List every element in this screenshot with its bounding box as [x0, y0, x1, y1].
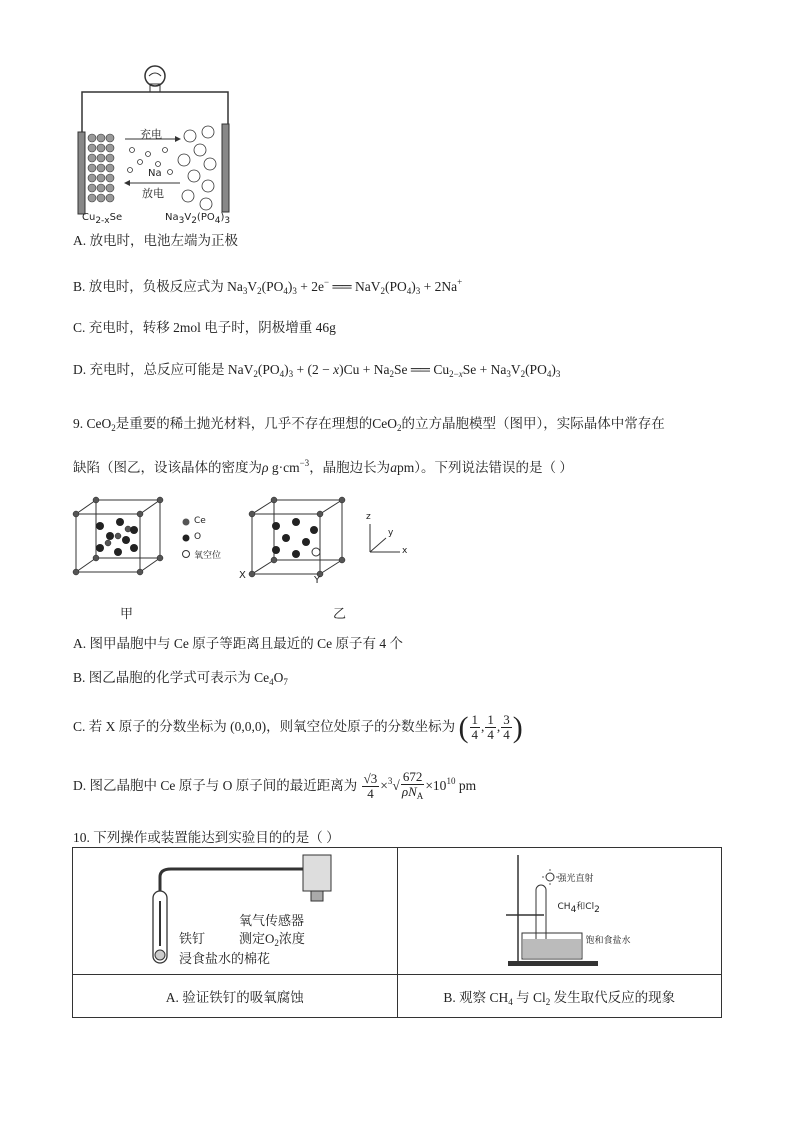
experiment-a-caption: A. 验证铁钉的吸氧腐蚀	[73, 975, 398, 1018]
experiment-a-figure	[73, 848, 398, 975]
label-o2-sensor: 氧气传感器	[239, 913, 305, 928]
label-ch4-cl2: $CH_4$和$Cl_2$	[557, 902, 600, 915]
legend-o: O	[194, 532, 202, 542]
q8-option-a: A. 放电时，电池左端为正极	[73, 233, 238, 248]
label-measure-o2: 测定$O_2$浓度	[239, 931, 305, 948]
charge-label: 充电	[140, 128, 162, 141]
label-brine: 饱和食盐水	[585, 936, 631, 946]
axis-y-label: y	[388, 528, 394, 538]
discharge-label: 放电	[142, 187, 164, 200]
q9-option-d: D. 图乙晶胞中 Ce 原子与 O 原子间的最近距离为 $\frac{√3}{4}$ ×$^3$√ $\frac{672}{\rho N_A}$ $\times 10^{10}$ pm	[73, 769, 477, 802]
q8-option-c: C. 充电时，转移 2mol 电子时，阴极增重 46g	[73, 320, 336, 335]
q9-stem-line2: 缺陷（图乙，设该晶体的密度为ρ $g\cdot cm^{-3}$，晶胞边长为apm）。下列说法错误的是（ ）	[73, 458, 573, 475]
label-cotton: 浸食盐水的棉花	[179, 951, 271, 966]
experiment-table	[72, 847, 722, 1018]
label-strong-light: 强光直射	[557, 874, 594, 884]
label-yi: 乙	[333, 606, 347, 621]
q9-option-b: B. 图乙晶胞的化学式可表示为 $Ce_4O_7$	[73, 670, 288, 687]
label-x-atom: X	[239, 570, 246, 581]
experiment-b-figure	[397, 848, 722, 975]
q8-option-d: D. 充电时，总反应可能是 $NaV_2(PO_4)_3 + (2 - x)Cu + Na_2Se$ ══ $Cu_{2-x}Se + Na_3V_2(PO_4)_3$	[73, 362, 561, 379]
q9-stem-line1: 9. CeO$_2$是重要的稀土抛光材料，几乎不存在理想的CeO$_2$的立方晶胞模型（图甲），实际晶体中常存在	[73, 416, 665, 433]
q9-option-a: A. 图甲晶胞中与 Ce 原子等距离且最近的 Ce 原子有 4 个	[73, 636, 403, 651]
legend-ce: Ce	[194, 516, 206, 526]
left-electrode-label: $Cu_{2-x}Se$	[82, 212, 123, 226]
q9-option-c: C. 若 X 原子的分数坐标为 (0,0,0)，则氧空位处原子的分数坐标为 ( $\frac{1}{4}$ , $\frac{1}{4}$ , $\frac{3}{4}$ )	[73, 710, 523, 744]
crystal-figure	[70, 492, 420, 622]
right-electrode-label: $Na_3V_2(PO_4)_3$	[165, 212, 231, 226]
legend-vacancy: 氧空位	[194, 551, 222, 561]
label-iron-nail: 铁钉	[179, 931, 206, 946]
label-jia: 甲	[120, 606, 134, 621]
battery-figure	[70, 62, 240, 227]
crystal-diagrams	[70, 492, 420, 582]
q10-stem: 10. 下列操作或装置能达到实验目的的是（ ）	[73, 830, 340, 845]
ion-label: Na	[148, 168, 162, 179]
axis-z-label: z	[366, 512, 371, 522]
axis-x-label: x	[402, 546, 408, 556]
q8-option-b: B. 放电时，负极反应式为 $Na_3V_2(PO_4)_3 + 2e^-$ ══ $NaV_2(PO_4)_3 + 2Na^+$	[73, 277, 463, 296]
label-y-atom: Y	[314, 575, 321, 586]
experiment-b-caption: B. 观察 $CH_4$ 与 $Cl_2$ 发生取代反应的现象	[397, 975, 722, 1018]
battery-diagram	[70, 62, 240, 227]
